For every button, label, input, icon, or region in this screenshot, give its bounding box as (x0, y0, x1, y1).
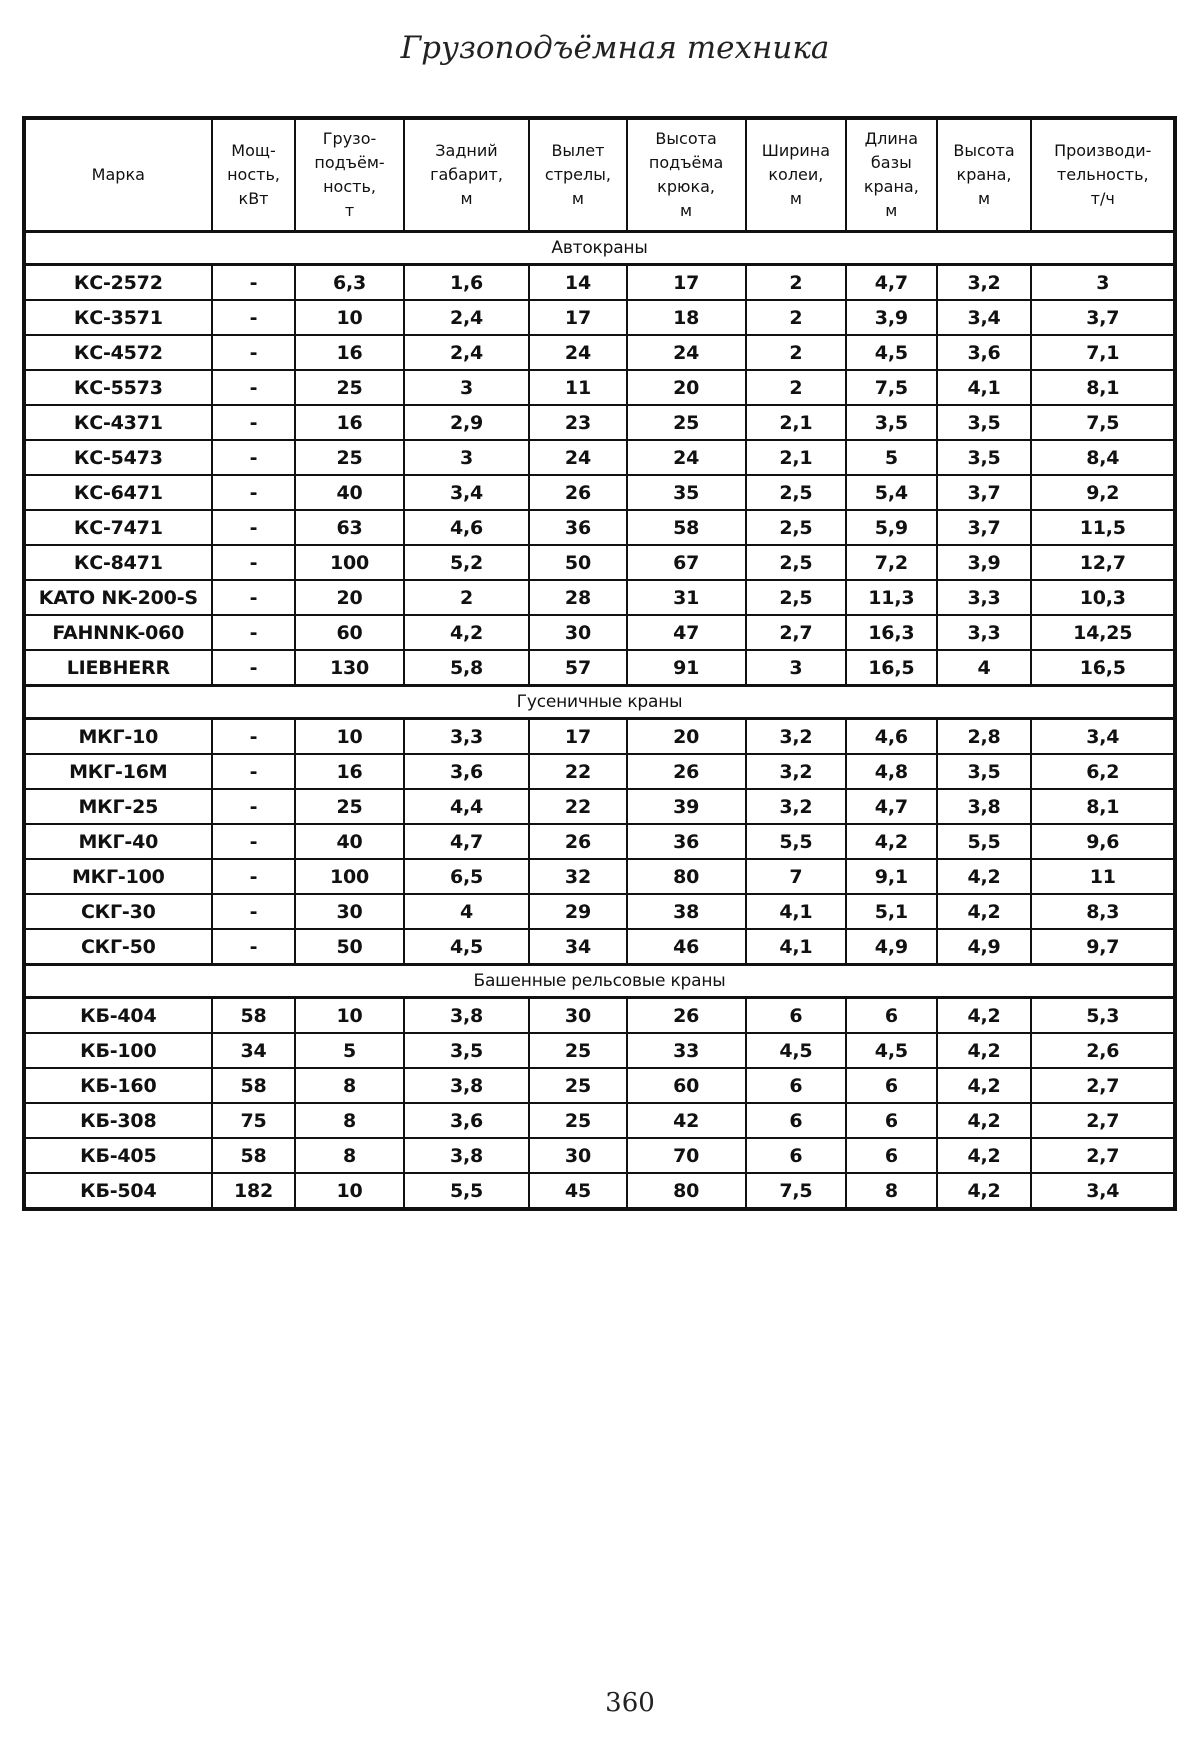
table-cell: 4,5 (404, 929, 530, 965)
table-cell: 30 (529, 1138, 626, 1173)
brand-cell: СКГ-30 (24, 894, 212, 929)
table-cell: 39 (627, 789, 746, 824)
table-cell: 4 (937, 650, 1032, 686)
table-row (24, 1173, 1175, 1209)
table-cell: 57 (529, 650, 626, 686)
table-row (24, 265, 1175, 301)
table-cell: - (212, 859, 296, 894)
brand-cell: КС-2572 (24, 265, 212, 301)
table-cell: 2,7 (1031, 1138, 1175, 1173)
table-cell: 67 (627, 545, 746, 580)
table-cell: 10 (295, 1173, 403, 1209)
table-cell: 5 (846, 440, 936, 475)
table-cell: 6,5 (404, 859, 530, 894)
table-cell: 5,9 (846, 510, 936, 545)
table-cell: 2,5 (746, 545, 846, 580)
table-cell: 22 (529, 754, 626, 789)
table-cell: 3,8 (404, 1068, 530, 1103)
table-cell: 70 (627, 1138, 746, 1173)
table-cell: 7,5 (1031, 405, 1175, 440)
table-cell: 6,2 (1031, 754, 1175, 789)
table-cell: 8,1 (1031, 370, 1175, 405)
table-cell: 3 (404, 440, 530, 475)
table-cell: - (212, 929, 296, 965)
table-cell: 7,2 (846, 545, 936, 580)
table-cell: 2,5 (746, 580, 846, 615)
table-cell: 10,3 (1031, 580, 1175, 615)
table-cell: 14 (529, 265, 626, 301)
table-cell: 34 (212, 1033, 296, 1068)
table-cell: - (212, 475, 296, 510)
table-cell: 4,6 (846, 719, 936, 755)
equipment-table-container (22, 116, 1177, 1211)
table-cell: 40 (295, 475, 403, 510)
brand-cell: МКГ-10 (24, 719, 212, 755)
table-cell: 3,6 (404, 754, 530, 789)
table-cell: 26 (529, 475, 626, 510)
column-header: Грузо- подъём- ность, т (295, 118, 403, 232)
table-cell: 16,3 (846, 615, 936, 650)
table-cell: 26 (529, 824, 626, 859)
table-cell: 25 (529, 1103, 626, 1138)
table-cell: 17 (529, 300, 626, 335)
column-header: Производи- тельность, т/ч (1031, 118, 1175, 232)
table-cell: - (212, 719, 296, 755)
table-cell: 25 (295, 440, 403, 475)
table-cell: 24 (529, 440, 626, 475)
brand-cell: LIEBHERR (24, 650, 212, 686)
table-cell: 3,7 (937, 475, 1032, 510)
table-cell: 26 (627, 754, 746, 789)
table-cell: 9,7 (1031, 929, 1175, 965)
table-cell: 4,7 (846, 265, 936, 301)
table-cell: 3 (1031, 265, 1175, 301)
table-row (24, 789, 1175, 824)
column-header: Марка (24, 118, 212, 232)
table-row (24, 510, 1175, 545)
table-cell: 58 (212, 998, 296, 1034)
table-cell: 38 (627, 894, 746, 929)
table-cell: 2,5 (746, 475, 846, 510)
table-cell: - (212, 824, 296, 859)
section-title: Башенные рельсовые краны (24, 965, 1175, 998)
header-row (24, 118, 1175, 232)
table-row (24, 1103, 1175, 1138)
table-row (24, 894, 1175, 929)
table-cell: 4,7 (404, 824, 530, 859)
table-cell: 4 (404, 894, 530, 929)
table-cell: 7,5 (746, 1173, 846, 1209)
table-cell: 5,4 (846, 475, 936, 510)
table-cell: 14,25 (1031, 615, 1175, 650)
table-cell: 3,4 (404, 475, 530, 510)
table-cell: 3,9 (937, 545, 1032, 580)
table-cell: - (212, 335, 296, 370)
section-header-row (24, 965, 1175, 998)
table-cell: 3,5 (937, 440, 1032, 475)
table-cell: 3,2 (937, 265, 1032, 301)
brand-cell: КБ-405 (24, 1138, 212, 1173)
table-cell: 4,2 (937, 998, 1032, 1034)
table-cell: 3,3 (404, 719, 530, 755)
table-cell: 12,7 (1031, 545, 1175, 580)
table-cell: - (212, 580, 296, 615)
table-cell: 8,4 (1031, 440, 1175, 475)
table-cell: 3,6 (937, 335, 1032, 370)
column-header: Высота подъёма крюка, м (627, 118, 746, 232)
brand-cell: МКГ-100 (24, 859, 212, 894)
table-cell: 11 (529, 370, 626, 405)
table-cell: 4,4 (404, 789, 530, 824)
table-cell: 9,1 (846, 859, 936, 894)
table-cell: 2 (746, 370, 846, 405)
table-cell: 3,9 (846, 300, 936, 335)
brand-cell: КС-6471 (24, 475, 212, 510)
table-cell: 34 (529, 929, 626, 965)
table-cell: - (212, 789, 296, 824)
table-cell: 20 (627, 370, 746, 405)
column-header: Мощ- ность, кВт (212, 118, 296, 232)
table-cell: 28 (529, 580, 626, 615)
table-cell: 4,9 (846, 929, 936, 965)
table-cell: 4,6 (404, 510, 530, 545)
table-row (24, 998, 1175, 1034)
table-cell: 4,2 (937, 1173, 1032, 1209)
table-cell: 25 (627, 405, 746, 440)
table-cell: 10 (295, 300, 403, 335)
table-cell: 42 (627, 1103, 746, 1138)
table-cell: 35 (627, 475, 746, 510)
table-cell: 2,7 (1031, 1103, 1175, 1138)
table-cell: 4,7 (846, 789, 936, 824)
column-header: Задний габарит, м (404, 118, 530, 232)
table-cell: - (212, 894, 296, 929)
table-cell: 3 (746, 650, 846, 686)
table-row (24, 719, 1175, 755)
table-cell: 31 (627, 580, 746, 615)
table-row (24, 824, 1175, 859)
table-cell: 2,5 (746, 510, 846, 545)
brand-cell: МКГ-25 (24, 789, 212, 824)
table-cell: - (212, 440, 296, 475)
table-cell: 5,3 (1031, 998, 1175, 1034)
table-cell: 63 (295, 510, 403, 545)
brand-cell: КБ-160 (24, 1068, 212, 1103)
table-row (24, 650, 1175, 686)
table-cell: 8,3 (1031, 894, 1175, 929)
table-cell: 6 (746, 1068, 846, 1103)
table-row (24, 300, 1175, 335)
table-cell: 24 (627, 335, 746, 370)
table-cell: 4,2 (937, 859, 1032, 894)
equipment-table (22, 116, 1177, 1211)
table-cell: - (212, 370, 296, 405)
brand-cell: МКГ-16М (24, 754, 212, 789)
table-cell: 3,6 (404, 1103, 530, 1138)
table-cell: 2,6 (1031, 1033, 1175, 1068)
section-title: Гусеничные краны (24, 686, 1175, 719)
table-cell: 1,6 (404, 265, 530, 301)
section-header-row (24, 232, 1175, 265)
table-cell: 3,5 (937, 405, 1032, 440)
table-cell: 3,2 (746, 719, 846, 755)
table-cell: 20 (295, 580, 403, 615)
column-header: Высота крана, м (937, 118, 1032, 232)
table-cell: 4,2 (937, 1103, 1032, 1138)
table-row (24, 859, 1175, 894)
table-cell: - (212, 265, 296, 301)
column-header: Длина базы крана, м (846, 118, 936, 232)
table-cell: - (212, 650, 296, 686)
table-cell: 5 (295, 1033, 403, 1068)
table-cell: 7,1 (1031, 335, 1175, 370)
table-cell: 29 (529, 894, 626, 929)
table-cell: 4,1 (937, 370, 1032, 405)
table-cell: 8 (295, 1068, 403, 1103)
brand-cell: КБ-100 (24, 1033, 212, 1068)
table-cell: 6 (846, 1068, 936, 1103)
table-cell: 11,3 (846, 580, 936, 615)
table-cell: 8 (846, 1173, 936, 1209)
table-cell: 3,8 (404, 1138, 530, 1173)
table-cell: 47 (627, 615, 746, 650)
table-row (24, 580, 1175, 615)
table-cell: 36 (627, 824, 746, 859)
table-cell: 25 (529, 1068, 626, 1103)
table-row (24, 1068, 1175, 1103)
table-cell: 16 (295, 754, 403, 789)
table-cell: 20 (627, 719, 746, 755)
table-cell: 8,1 (1031, 789, 1175, 824)
table-cell: 91 (627, 650, 746, 686)
table-cell: 4,8 (846, 754, 936, 789)
table-cell: 45 (529, 1173, 626, 1209)
table-cell: 4,2 (937, 894, 1032, 929)
table-cell: 4,2 (404, 615, 530, 650)
brand-cell: КБ-404 (24, 998, 212, 1034)
table-cell: 4,1 (746, 929, 846, 965)
table-cell: 6 (746, 1138, 846, 1173)
table-cell: 2 (746, 335, 846, 370)
table-cell: 3,3 (937, 615, 1032, 650)
table-cell: 4,2 (937, 1138, 1032, 1173)
table-cell: 6 (746, 998, 846, 1034)
table-cell: 9,6 (1031, 824, 1175, 859)
table-cell: 36 (529, 510, 626, 545)
table-cell: 6,3 (295, 265, 403, 301)
table-cell: 16 (295, 335, 403, 370)
table-cell: 3,2 (746, 789, 846, 824)
table-cell: 6 (846, 998, 936, 1034)
table-cell: 2 (404, 580, 530, 615)
table-cell: 2,4 (404, 300, 530, 335)
brand-cell: FAHNNK-060 (24, 615, 212, 650)
table-cell: 10 (295, 998, 403, 1034)
table-cell: 2 (746, 300, 846, 335)
table-cell: 50 (529, 545, 626, 580)
table-cell: 25 (529, 1033, 626, 1068)
table-cell: 100 (295, 545, 403, 580)
brand-cell: КБ-504 (24, 1173, 212, 1209)
table-cell: 58 (212, 1068, 296, 1103)
table-cell: 130 (295, 650, 403, 686)
table-cell: 2,1 (746, 405, 846, 440)
table-cell: 3,2 (746, 754, 846, 789)
table-cell: 3,7 (1031, 300, 1175, 335)
table-cell: - (212, 545, 296, 580)
table-cell: 32 (529, 859, 626, 894)
table-cell: 3,4 (1031, 1173, 1175, 1209)
table-cell: 5,5 (746, 824, 846, 859)
table-row (24, 929, 1175, 965)
table-cell: 25 (295, 370, 403, 405)
table-cell: 23 (529, 405, 626, 440)
table-cell: 2,8 (937, 719, 1032, 755)
brand-cell: МКГ-40 (24, 824, 212, 859)
table-cell: 4,2 (937, 1068, 1032, 1103)
table-cell: 3,8 (937, 789, 1032, 824)
brand-cell: КС-5473 (24, 440, 212, 475)
table-cell: 2,4 (404, 335, 530, 370)
table-cell: 4,9 (937, 929, 1032, 965)
table-cell: 80 (627, 859, 746, 894)
brand-cell: СКГ-50 (24, 929, 212, 965)
table-cell: 3,5 (404, 1033, 530, 1068)
table-cell: 10 (295, 719, 403, 755)
brand-cell: KATO NK-200-S (24, 580, 212, 615)
table-cell: 4,5 (846, 1033, 936, 1068)
table-row (24, 1033, 1175, 1068)
brand-cell: КС-4572 (24, 335, 212, 370)
table-cell: 11 (1031, 859, 1175, 894)
page-title: Грузоподъёмная техника (400, 30, 830, 66)
table-cell: 30 (529, 998, 626, 1034)
table-cell: 2,7 (1031, 1068, 1175, 1103)
table-cell: 22 (529, 789, 626, 824)
table-row (24, 405, 1175, 440)
table-body (24, 232, 1175, 1210)
table-cell: 5,2 (404, 545, 530, 580)
table-cell: 80 (627, 1173, 746, 1209)
table-cell: 4,5 (746, 1033, 846, 1068)
table-cell: 4,1 (746, 894, 846, 929)
table-cell: 16,5 (846, 650, 936, 686)
column-header: Ширина колеи, м (746, 118, 846, 232)
table-cell: 182 (212, 1173, 296, 1209)
table-cell: 2,9 (404, 405, 530, 440)
table-cell: 24 (529, 335, 626, 370)
table-cell: 100 (295, 859, 403, 894)
table-cell: 60 (295, 615, 403, 650)
table-row (24, 440, 1175, 475)
brand-cell: КС-5573 (24, 370, 212, 405)
table-cell: 30 (529, 615, 626, 650)
table-cell: 58 (627, 510, 746, 545)
table-cell: 7 (746, 859, 846, 894)
table-cell: 9,2 (1031, 475, 1175, 510)
table-cell: 5,5 (937, 824, 1032, 859)
table-cell: 58 (212, 1138, 296, 1173)
table-cell: 4,2 (937, 1033, 1032, 1068)
table-cell: - (212, 615, 296, 650)
table-cell: 46 (627, 929, 746, 965)
table-row (24, 615, 1175, 650)
table-cell: 8 (295, 1138, 403, 1173)
table-row (24, 545, 1175, 580)
table-cell: 3,4 (937, 300, 1032, 335)
page-number: 360 (605, 1688, 655, 1718)
brand-cell: КС-7471 (24, 510, 212, 545)
table-cell: 3,4 (1031, 719, 1175, 755)
table-cell: 18 (627, 300, 746, 335)
table-row (24, 335, 1175, 370)
table-cell: 75 (212, 1103, 296, 1138)
table-cell: 8 (295, 1103, 403, 1138)
table-cell: 7,5 (846, 370, 936, 405)
brand-cell: КС-4371 (24, 405, 212, 440)
table-cell: 4,5 (846, 335, 936, 370)
table-cell: 40 (295, 824, 403, 859)
table-cell: 2,7 (746, 615, 846, 650)
table-cell: 6 (746, 1103, 846, 1138)
table-cell: 2 (746, 265, 846, 301)
table-cell: 33 (627, 1033, 746, 1068)
table-cell: 4,2 (846, 824, 936, 859)
table-cell: - (212, 405, 296, 440)
table-row (24, 370, 1175, 405)
table-cell: 24 (627, 440, 746, 475)
table-cell: 50 (295, 929, 403, 965)
table-row (24, 475, 1175, 510)
column-header: Вылет стрелы, м (529, 118, 626, 232)
section-title: Автокраны (24, 232, 1175, 265)
section-header-row (24, 686, 1175, 719)
table-cell: 6 (846, 1103, 936, 1138)
table-cell: 3,7 (937, 510, 1032, 545)
table-cell: 17 (529, 719, 626, 755)
table-cell: 5,5 (404, 1173, 530, 1209)
brand-cell: КС-3571 (24, 300, 212, 335)
table-cell: 26 (627, 998, 746, 1034)
table-row (24, 1138, 1175, 1173)
table-row (24, 754, 1175, 789)
table-cell: 2,1 (746, 440, 846, 475)
table-cell: 16,5 (1031, 650, 1175, 686)
table-cell: 17 (627, 265, 746, 301)
table-cell: 3,5 (937, 754, 1032, 789)
table-cell: - (212, 300, 296, 335)
table-cell: 3,5 (846, 405, 936, 440)
table-cell: - (212, 510, 296, 545)
table-cell: 5,8 (404, 650, 530, 686)
table-cell: 6 (846, 1138, 936, 1173)
table-cell: 3,3 (937, 580, 1032, 615)
table-cell: 25 (295, 789, 403, 824)
brand-cell: КБ-308 (24, 1103, 212, 1138)
table-cell: 3 (404, 370, 530, 405)
table-cell: 60 (627, 1068, 746, 1103)
table-cell: 16 (295, 405, 403, 440)
table-cell: 11,5 (1031, 510, 1175, 545)
table-cell: 30 (295, 894, 403, 929)
table-cell: 5,1 (846, 894, 936, 929)
brand-cell: КС-8471 (24, 545, 212, 580)
table-cell: - (212, 754, 296, 789)
table-cell: 3,8 (404, 998, 530, 1034)
